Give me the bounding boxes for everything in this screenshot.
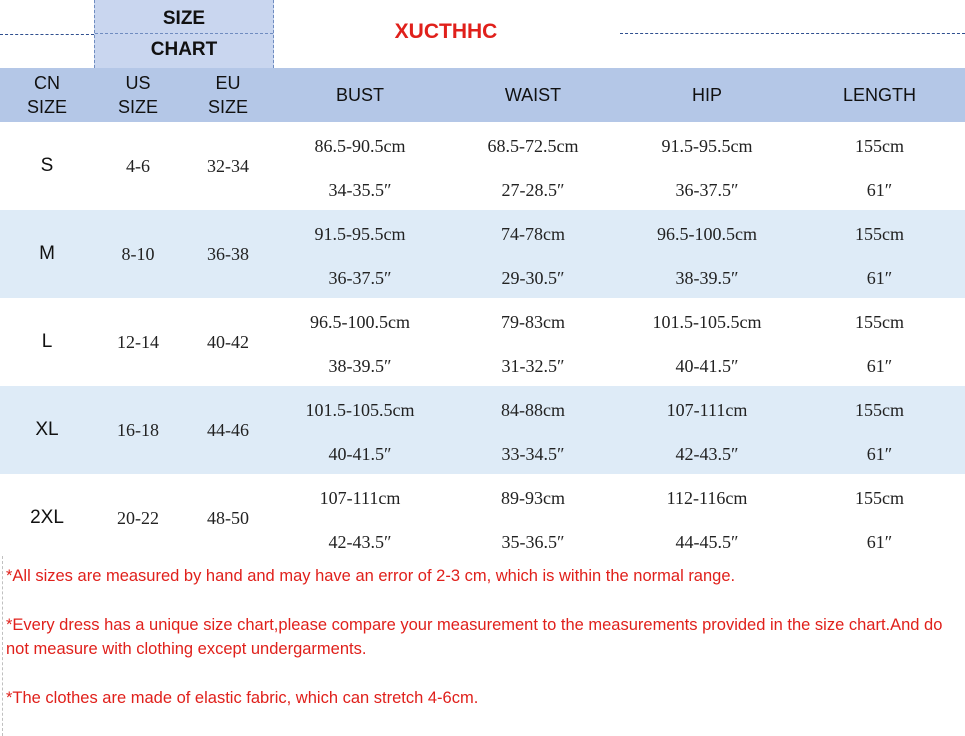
hip-cm: 91.5-95.5cm: [661, 136, 753, 156]
cell-waist: [446, 298, 620, 386]
bust-in: 34-35.5″: [328, 180, 392, 200]
cell-cn-size: XL: [35, 419, 59, 440]
table-header-row: [0, 68, 965, 122]
cell-hip: [620, 210, 794, 298]
bust-in: 42-43.5″: [328, 532, 392, 552]
waist-in: 29-30.5″: [501, 268, 565, 288]
cell-cn-size: 2XL: [30, 507, 64, 528]
cell-us-size: 4-6: [126, 155, 150, 176]
hip-in: 36-37.5″: [675, 180, 739, 200]
header-us-line2: SIZE: [117, 97, 158, 117]
length-in: 61″: [866, 180, 893, 200]
cell-bust: [274, 474, 446, 562]
cell-length: [794, 122, 965, 210]
notes-margin-line: [2, 556, 3, 736]
length-in: 61″: [866, 532, 893, 552]
cell-us-size: 12-14: [117, 331, 159, 352]
cell-cn-size: L: [41, 331, 53, 352]
header-eu-line1: EU: [215, 73, 241, 93]
size-chart-line2: CHART: [150, 39, 218, 60]
cell-hip: [620, 386, 794, 474]
cell-eu-size: 44-46: [207, 419, 249, 440]
cell-eu-size: 48-50: [207, 507, 249, 528]
length-cm: 155cm: [855, 488, 904, 508]
bust-cm: 96.5-100.5cm: [310, 312, 410, 332]
cell-eu-size: 36-38: [207, 243, 249, 264]
waist-in: 31-32.5″: [501, 356, 565, 376]
note-compare-measurements: *Every dress has a unique size chart,please compare your measurement to the measurements provided in the size chart.And do not measure with clothing except undergarments.: [6, 616, 943, 658]
table-row-s: [0, 122, 965, 210]
table-row-xl: [0, 386, 965, 474]
cell-cn-size: S: [40, 155, 54, 176]
cell-bust: [274, 386, 446, 474]
hip-in: 42-43.5″: [675, 444, 739, 464]
length-cm: 155cm: [855, 136, 904, 156]
header-length: LENGTH: [842, 85, 916, 105]
cell-eu-size: 40-42: [207, 331, 249, 352]
header-us-line1: US: [125, 73, 151, 93]
note-elastic-fabric: *The clothes are made of elastic fabric, which can stretch 4-6cm.: [6, 689, 479, 707]
bust-in: 36-37.5″: [328, 268, 392, 288]
waist-in: 33-34.5″: [501, 444, 565, 464]
waist-cm: 79-83cm: [501, 312, 565, 332]
cell-bust: [274, 210, 446, 298]
waist-cm: 74-78cm: [501, 224, 565, 244]
header-waist: WAIST: [504, 85, 562, 105]
hip-in: 44-45.5″: [675, 532, 739, 552]
bust-cm: 86.5-90.5cm: [314, 136, 406, 156]
waist-cm: 68.5-72.5cm: [487, 136, 579, 156]
cell-bust: [274, 298, 446, 386]
cell-us-size: 8-10: [121, 243, 155, 264]
cell-us-size: 16-18: [117, 419, 159, 440]
cell-hip: [620, 298, 794, 386]
chart-header: [0, 0, 965, 68]
waist-cm: 89-93cm: [501, 488, 565, 508]
header-hip: HIP: [691, 85, 722, 105]
header-cn-line1: CN: [34, 73, 60, 93]
hip-cm: 101.5-105.5cm: [652, 312, 762, 332]
hip-cm: 96.5-100.5cm: [657, 224, 757, 244]
hip-cm: 112-116cm: [666, 488, 748, 508]
header-cn-line2: SIZE: [26, 97, 67, 117]
cell-waist: [446, 474, 620, 562]
cell-length: [794, 210, 965, 298]
cell-eu-size: 32-34: [207, 155, 249, 176]
bust-cm: 107-111cm: [319, 488, 401, 508]
header-divider-left: [0, 34, 94, 35]
cell-hip: [620, 122, 794, 210]
length-cm: 155cm: [855, 400, 904, 420]
cell-hip: [620, 474, 794, 562]
bust-cm: 101.5-105.5cm: [305, 400, 415, 420]
table-row-2xl: [0, 474, 965, 562]
waist-cm: 84-88cm: [501, 400, 565, 420]
hip-cm: 107-111cm: [666, 400, 748, 420]
cell-length: [794, 474, 965, 562]
header-divider-right: [620, 33, 965, 34]
length-in: 61″: [866, 356, 893, 376]
hip-in: 38-39.5″: [675, 268, 739, 288]
hip-in: 40-41.5″: [675, 356, 739, 376]
header-eu-line2: SIZE: [207, 97, 248, 117]
length-cm: 155cm: [855, 224, 904, 244]
waist-in: 27-28.5″: [501, 180, 565, 200]
size-chart-divider: [95, 33, 273, 34]
length-in: 61″: [866, 444, 893, 464]
cell-cn-size: M: [39, 243, 55, 264]
header-cn-size: [0, 68, 94, 122]
header-bust: BUST: [335, 85, 384, 105]
cell-us-size: 20-22: [117, 507, 159, 528]
note-measurement-error: *All sizes are measured by hand and may have an error of 2-3 cm, which is within the normal range.: [6, 567, 736, 585]
length-in: 61″: [866, 268, 893, 288]
waist-in: 35-36.5″: [501, 532, 565, 552]
header-us-size: [94, 68, 182, 122]
cell-waist: [446, 386, 620, 474]
bust-in: 40-41.5″: [328, 444, 392, 464]
bust-cm: 91.5-95.5cm: [314, 224, 406, 244]
size-chart-label: [94, 0, 274, 68]
brand-name: XUCTHHC: [394, 20, 498, 43]
bust-in: 38-39.5″: [328, 356, 392, 376]
header-eu-size: [182, 68, 274, 122]
cell-bust: [274, 122, 446, 210]
table-row-m: [0, 210, 965, 298]
cell-length: [794, 298, 965, 386]
cell-length: [794, 386, 965, 474]
cell-waist: [446, 122, 620, 210]
cell-waist: [446, 210, 620, 298]
length-cm: 155cm: [855, 312, 904, 332]
size-chart-line1: SIZE: [162, 8, 206, 29]
table-row-l: [0, 298, 965, 386]
